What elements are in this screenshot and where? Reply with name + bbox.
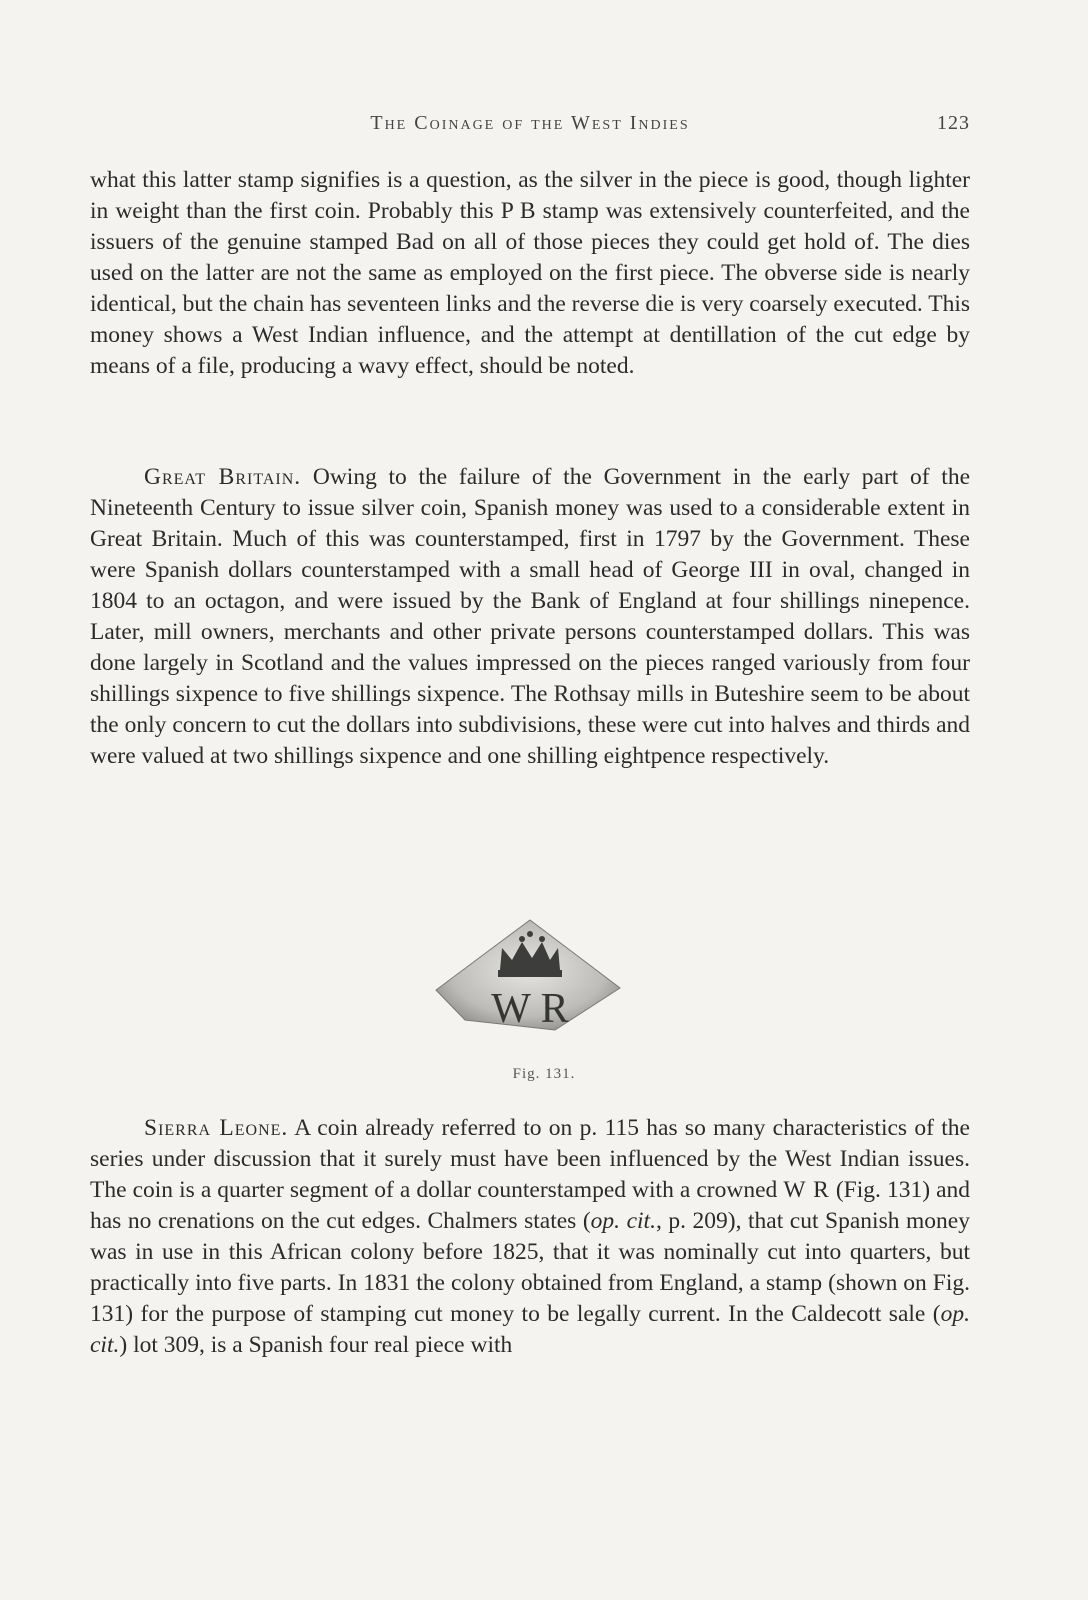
stamp-reference: W R [783, 1177, 830, 1203]
paragraph-continuation [90, 165, 970, 382]
running-title: The Coinage of the West Indies [370, 112, 690, 134]
stamp-letters: W R [491, 986, 569, 1032]
counterstamp-image [430, 918, 630, 1043]
page-number: 123 [937, 112, 970, 134]
section-heading-great-britain: Great Britain. [144, 464, 302, 490]
paragraph-text: A coin already referred to on p. 115 has so many characteristics of the series under discussion that it surely must have been influenced by the West Indian issues. The coin is a quarter segment of a dollar counterstamped with a crowned [90, 1115, 970, 1203]
figure-131-counterstamp [430, 918, 630, 1043]
paragraph-text: (Fig. 131) and has no crenations on the cut edges. Chalmers states ( [90, 1177, 970, 1234]
paragraph-text: what this latter stamp signifies is a question, as the silver in the piece is good, though lighter in weight than the first coin. Probably this P B stamp was extensively counterfeited, and the issuers of the genuine stamped Bad on all of those pieces they could get hold of. The dies used on the latter are not the same as employed on the first piece. The obverse side is nearly identical, but the chain has seventeen links and the reverse die is very coarsely executed. This money shows a West Indian influence, and the attempt at dentillation of the cut edge by means of a file, producing a wavy effect, should be noted. [90, 167, 970, 379]
section-heading-sierra-leone: Sierra Leone. [144, 1115, 289, 1141]
paragraph-text: ) lot 309, is a Spanish four real piece with [119, 1332, 513, 1358]
paragraph-sierra-leone [90, 1113, 970, 1361]
citation-op-cit: op. cit. [90, 1301, 970, 1358]
paragraph-text: , p. 209), that cut Spanish money was in use in this African colony before 1825, that it was nominally cut into quarters, but practically into five parts. In 1831 the colony obtained from England, a stamp (shown on Fig. 131) for the purpose of stamping cut money to be legally current. In the Caldecott sale ( [90, 1208, 970, 1327]
figure-caption: Fig. 131. [512, 1066, 576, 1082]
citation-op-cit: op. cit. [590, 1208, 656, 1234]
paragraph-text: Owing to the failure of the Government in the early part of the Nineteenth Century to issue silver coin, Spanish money was used to a considerable extent in Great Britain. Much of this was counterstamped, first in 1797 by the Government. These were Spanish dollars counterstamped with a small head of George III in oval, changed in 1804 to an octagon, and were issued by the Bank of England at four shillings ninepence. Later, mill owners, merchants and other private persons counterstamped dollars. This was done largely in Scotland and the values impressed on the pieces ranged variously from four shillings sixpence to five shillings sixpence. The Rothsay mills in Buteshire seem to be about the only concern to cut the dollars into subdivisions, these were cut into halves and thirds and were valued at two shillings sixpence and one shilling eightpence respectively. [90, 464, 971, 769]
running-head [90, 112, 970, 142]
paragraph-great-britain [90, 462, 970, 772]
